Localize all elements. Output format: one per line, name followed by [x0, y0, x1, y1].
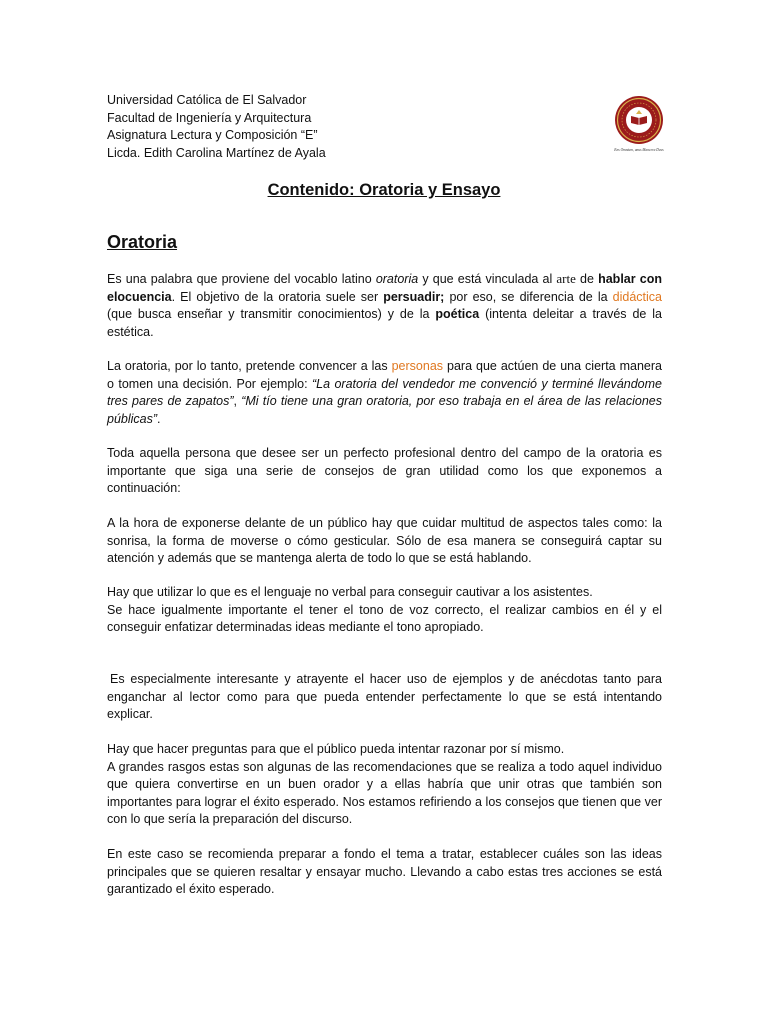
paragraph-preparacion: En este caso se recomienda preparar a fondo el tema a tratar, establecer cuáles son las ideas principales que se quieren resaltar y ensayar mucho. Llevando a cabo estas tres acciones se está garantizado el éxito esperado.	[107, 847, 662, 896]
page-title: Contenido: Oratoria y Ensayo	[267, 181, 501, 199]
paragraph-definition: Es una palabra que proviene del vocablo latino oratoria y que está vinculada al arte de hablar con elocuencia. El objetivo de la oratoria suele ser persuadir; por eso, se diferencia de la didáctica (que busca enseñar y transmitir conocimientos) y de la poética (intenta deleitar a través de la estética.	[107, 271, 662, 339]
paragraph-preguntas: Hay que hacer preguntas para que el público pueda intentar razonar por sí mismo. A grandes rasgos estas son algunas de las recomendaciones que se realiza a todo aquel individuo que quiera convertirse en un buen orador y a ellas habría que unir otras que también son importantes para lograr el éxito esperado. Nos estamos refiriendo a los consejos que tienen que ver con lo que sería la preparación del discurso.	[107, 742, 662, 826]
paragraph-publico: A la hora de exponerse delante de un público hay que cuidar multitud de aspectos tales como: la sonrisa, la forma de moverse o cómo gesticular. Sólo de esa manera se conseguirá captar su atención y además que se mantenga alerta de todo lo que se está hablando.	[107, 516, 662, 565]
seal-motto: Ens Omnium, unus Mancera Deus	[614, 148, 664, 152]
didactica-link: didáctica	[612, 289, 662, 304]
paragraph-ejemplos: Es especialmente interesante y atrayente el hacer uso de ejemplos y de anécdotas tanto para enganchar al lector como para que pueda entender perfectamente lo que se está intentando explicar.	[107, 672, 662, 721]
university-seal-logo	[596, 94, 682, 154]
paragraph-lenguaje: Hay que utilizar lo que es el lenguaje no verbal para conseguir cautivar a los asistentes. Se hace igualmente importante el tener el tono de voz correcto, el realizar cambios en él y el conseguir enfatizar determinadas ideas mediante el tono apropiado.	[107, 585, 662, 634]
university-name: Universidad Católica de El Salvador	[107, 93, 307, 107]
document-header	[107, 92, 326, 162]
paragraph-consejos-intro: Toda aquella persona que desee ser un perfecto profesional dentro del campo de la oratoria es importante que siga una serie de consejos de gran utilidad como los que exponemos a continuación:	[107, 446, 662, 495]
teacher-name: Licda. Edith Carolina Martínez de Ayala	[107, 145, 326, 160]
faculty-name: Facultad de Ingeniería y Arquitectura	[107, 110, 312, 125]
section-heading: Oratoria	[107, 232, 178, 252]
paragraph-persuasion: La oratoria, por lo tanto, pretende convencer a las personas para que actúen de una cierta manera o tomen una decisión. Por ejemplo: “La oratoria del vendedor me convenció y terminé llevándome tres pares de zapatos”, “Mi tío tiene una gran oratoria, por eso trabaja en el área de las relaciones públicas”.	[107, 359, 662, 426]
personas-link: personas	[391, 359, 444, 373]
course-name: Asignatura Lectura y Composición “E”	[107, 128, 318, 142]
